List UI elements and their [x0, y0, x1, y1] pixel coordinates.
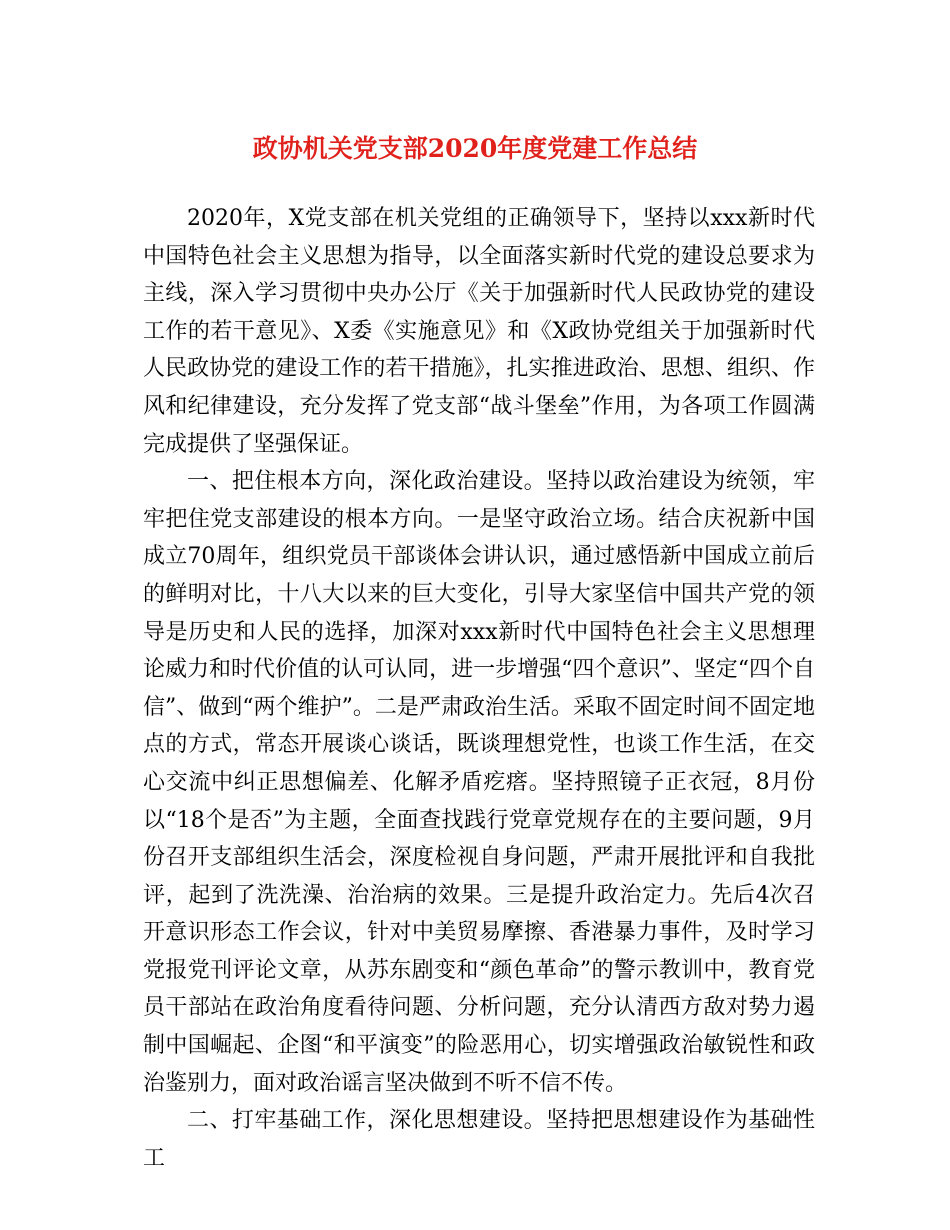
paragraph-ideological-building: 二、打牢基础工作，深化思想建设。坚持把思想建设作为基础性工 — [143, 1108, 815, 1171]
document-body — [143, 200, 815, 1177]
document-title: 政协机关党支部2020年度党建工作总结 — [252, 134, 698, 163]
paragraph-intro: 2020年，X党支部在机关党组的正确领导下，坚持以xxx新时代中国特色社会主义思想为指导，以全面落实新时代党的建设总要求为主线，深入学习贯彻中央办公厅《关于加强新时代人民政协党的建设工作的若干意见》、X委《实施意见》和《X政协党组关于加强新时代人民政协党的建设工作的若干措施》，扎实推进政治、思想、组织、作风和纪律建设，充分发挥了党支部“战斗堡垒”作用，为各项工作圆满完成提供了坚强保证。 — [143, 206, 815, 457]
paragraph-political-building: 一、把住根本方向，深化政治建设。坚持以政治建设为统领，牢牢把住党支部建设的根本方向。一是坚守政治立场。结合庆祝新中国成立70周年，组织党员干部谈体会讲认识，通过感悟新中国成立前后的鲜明对比，十八大以来的巨大变化，引导大家坚信中国共产党的领导是历史和人民的选择，加深对xxx新时代中国特色社会主义思想理论威力和时代价值的认可认同，进一步增强“四个意识”、坚定“四个自信”、做到“两个维护”。二是严肃政治生活。采取不固定时间不固定地点的方式，常态开展谈心谈话，既谈理想党性，也谈工作生活，在交心交流中纠正思想偏差、化解矛盾疙瘩。坚持照镜子正衣冠，8月份以“18个是否”为主题，全面查找践行党章党规存在的主要问题，9月份召开支部组织生活会，深度检视自身问题，严肃开展批评和自我批评，起到了洗洗澡、治治病的效果。三是提升政治定力。先后4次召开意识形态工作会议，针对中美贸易摩擦、香港暴力事件，及时学习党报党刊评论文章，从苏东剧变和“颜色革命”的警示教训中，教育党员干部站在政治角度看待问题、分析问题，充分认清西方敌对势力遏制中国崛起、企图“和平演变”的险恶用心，切实增强政治敏锐性和政治鉴别力，面对政治谣言坚决做到不听不信不传。 — [143, 469, 815, 1096]
